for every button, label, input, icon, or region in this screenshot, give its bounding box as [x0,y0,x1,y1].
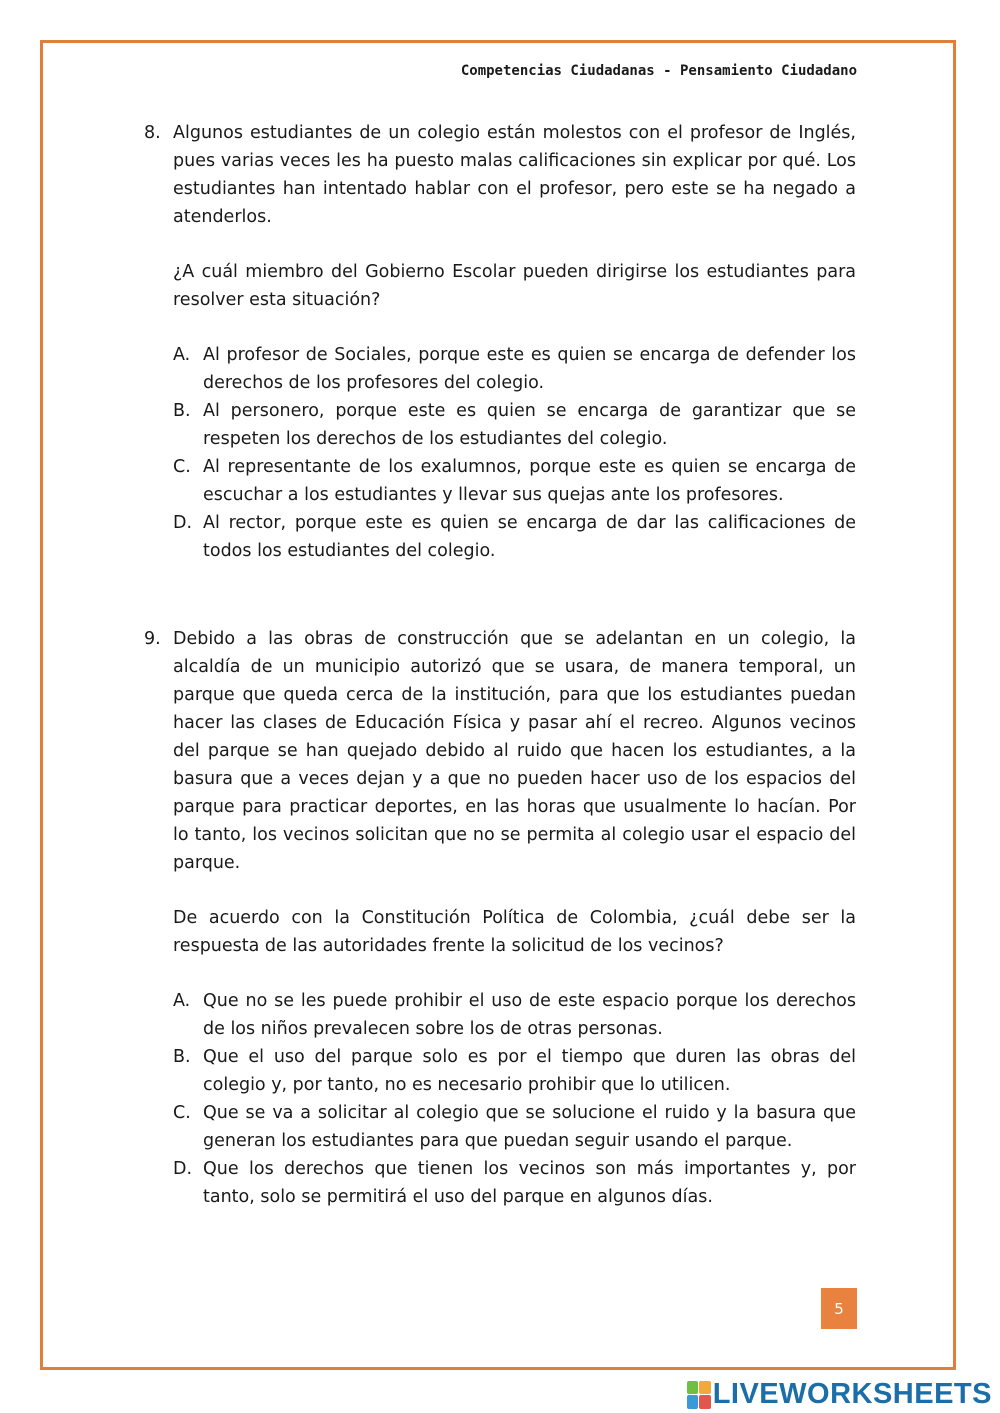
answer-option-a[interactable] [173,341,856,397]
answer-options [173,341,856,565]
answer-option-c[interactable] [173,1099,856,1155]
option-letter: B. [173,1047,191,1067]
option-text: Que no se les puede prohibir el uso de este espacio porque los derechos de los niños prevalecen sobre los de otras personas. [203,991,856,1039]
option-text: Que se va a solicitar al colegio que se solucione el ruido y la basura que generan los estudiantes para que puedan seguir usando el parque. [203,1103,856,1151]
question-prompt: ¿A cuál miembro del Gobierno Escolar pueden dirigirse los estudiantes para resolver esta situación? [173,262,856,310]
answer-option-b[interactable] [173,1043,856,1099]
liveworksheets-logo-icon [687,1381,711,1409]
answer-option-c[interactable] [173,453,856,509]
question-prompt: De acuerdo con la Constitución Política de Colombia, ¿cuál debe ser la respuesta de las autoridades frente la solicitud de los vecinos? [173,908,856,956]
answer-options [173,987,856,1211]
option-letter: A. [173,345,191,365]
option-text: Que los derechos que tienen los vecinos son más importantes y, por tanto, solo se permitirá el uso del parque en algunos días. [203,1159,856,1207]
option-text: Que el uso del parque solo es por el tiempo que duren las obras del colegio y, por tanto, no es necesario prohibir que lo utilicen. [203,1047,856,1095]
question-number: 8. [144,123,161,143]
option-letter: C. [173,1103,191,1123]
option-letter: A. [173,991,191,1011]
question-9 [144,625,856,1211]
question-stem: Debido a las obras de construcción que se adelantan en un colegio, la alcaldía de un municipio autorizó que se usara, de manera temporal, un parque que queda cerca de la institución, para que los estudiantes puedan hacer las clases de Educación Física y pasar ahí el recreo. Algunos vecinos del parque se han quejado debido al ruido que hacen los estudiantes, a la basura que a veces dejan y a que no pueden hacer uso de los espacios del parque para practicar deportes, en las horas que usualmente lo hacían. Por lo tanto, los vecinos solicitan que no se permita al colegio usar el espacio del parque. [173,629,856,873]
option-text: Al personero, porque este es quien se encarga de garantizar que se respeten los derechos de los estudiantes del colegio. [203,401,856,449]
question-stem: Algunos estudiantes de un colegio están molestos con el profesor de Inglés, pues varias veces les ha puesto malas calificaciones sin explicar por qué. Los estudiantes han intentado hablar con el profesor, pero este se ha negado a atenderlos. [173,123,856,227]
liveworksheets-brand[interactable] [687,1378,992,1411]
option-text: Al rector, porque este es quien se encarga de dar las calificaciones de todos los estudiantes del colegio. [203,513,856,561]
answer-option-a[interactable] [173,987,856,1043]
option-letter: D. [173,513,193,533]
answer-option-d[interactable] [173,509,856,565]
option-letter: C. [173,457,191,477]
option-letter: D. [173,1159,193,1179]
question-number: 9. [144,629,161,649]
answer-option-d[interactable] [173,1155,856,1211]
option-text: Al representante de los exalumnos, porque este es quien se encarga de escuchar a los estudiantes y llevar sus quejas ante los profesores. [203,457,856,505]
page-number-badge: 5 [821,1288,857,1329]
brand-name: LIVEWORKSHEETS [712,1378,992,1410]
option-letter: B. [173,401,191,421]
answer-option-b[interactable] [173,397,856,453]
page-header-title: Competencias Ciudadanas - Pensamiento Ciudadano [460,63,857,79]
option-text: Al profesor de Sociales, porque este es quien se encarga de defender los derechos de los profesores del colegio. [203,345,856,393]
question-8 [144,119,856,565]
